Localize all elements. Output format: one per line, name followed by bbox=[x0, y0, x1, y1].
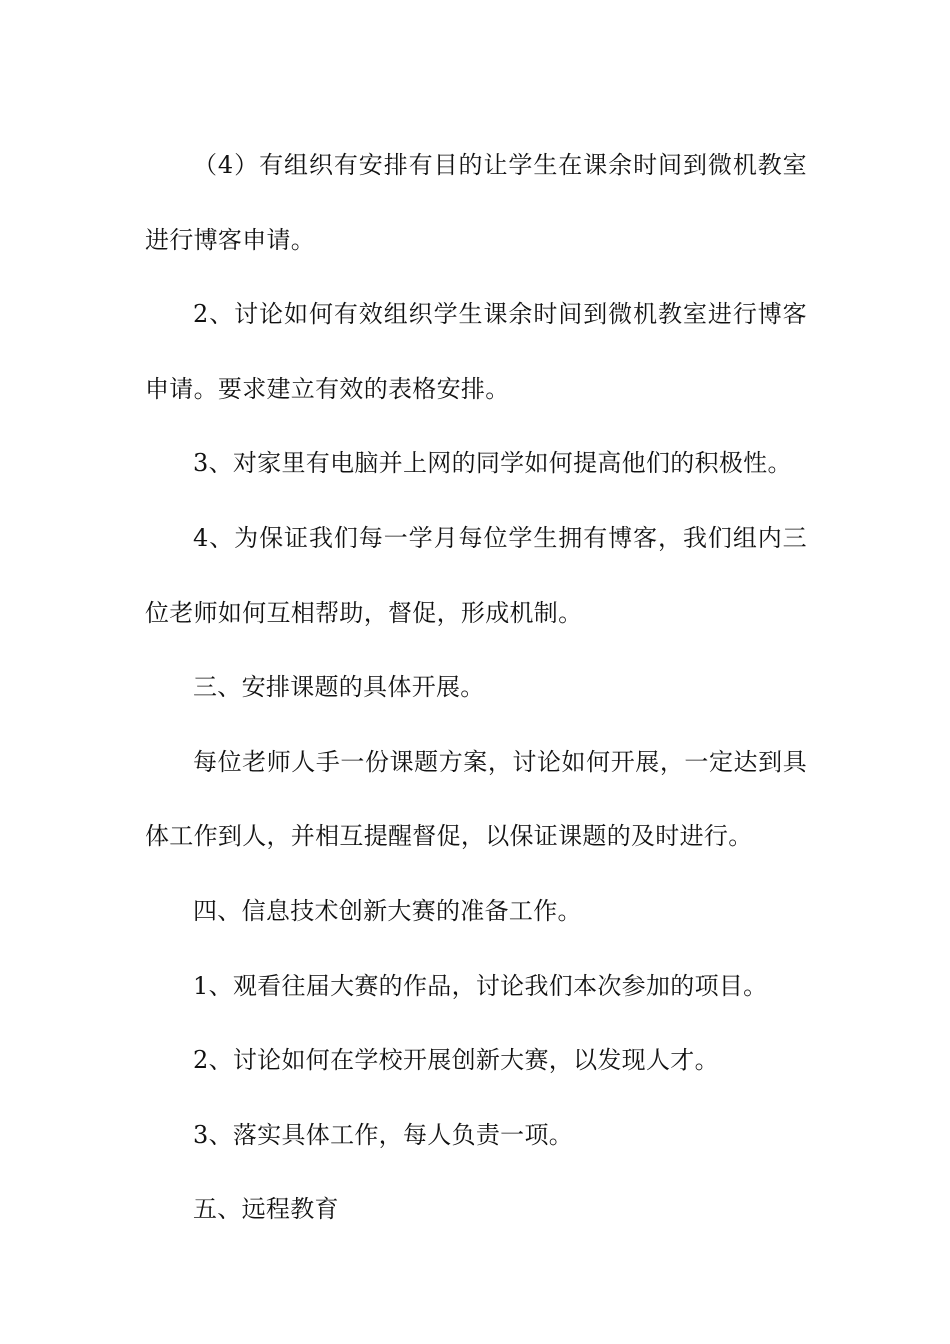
paragraph-organize-lab-time: 2、讨论如何有效组织学生课余时间到微机教室进行博客申请。要求建立有效的表格安排。 bbox=[145, 300, 807, 403]
section-heading-remote-education: 五、远程教育 bbox=[193, 1195, 339, 1224]
paragraph-home-computer-students: 3、对家里有电脑并上网的同学如何提高他们的积极性。 bbox=[193, 449, 792, 478]
paragraph-student-blog-application: （4）有组织有安排有目的让学生在课余时间到微机教室进行博客申请。 bbox=[145, 151, 807, 254]
paragraph-project-plan: 每位老师人手一份课题方案，讨论如何开展，一定达到具体工作到人，并相互提醒督促，以保证课题的及时进行。 bbox=[145, 747, 807, 851]
paragraph-teacher-mechanism: 4、为保证我们每一学月每位学生拥有博客，我们组内三位老师如何互相帮助，督促，形成机制。 bbox=[145, 523, 807, 627]
section-heading-innovation-contest: 四、信息技术创新大赛的准备工作。 bbox=[193, 896, 582, 925]
paragraph-assign-tasks: 3、落实具体工作，每人负责一项。 bbox=[193, 1120, 574, 1149]
paragraph-school-contest: 2、讨论如何在学校开展创新大赛，以发现人才。 bbox=[193, 1046, 719, 1075]
section-heading-project-development: 三、安排课题的具体开展。 bbox=[193, 673, 485, 702]
paragraph-review-past-works: 1、观看往届大赛的作品，讨论我们本次参加的项目。 bbox=[193, 971, 768, 1000]
document-body bbox=[145, 128, 807, 1247]
